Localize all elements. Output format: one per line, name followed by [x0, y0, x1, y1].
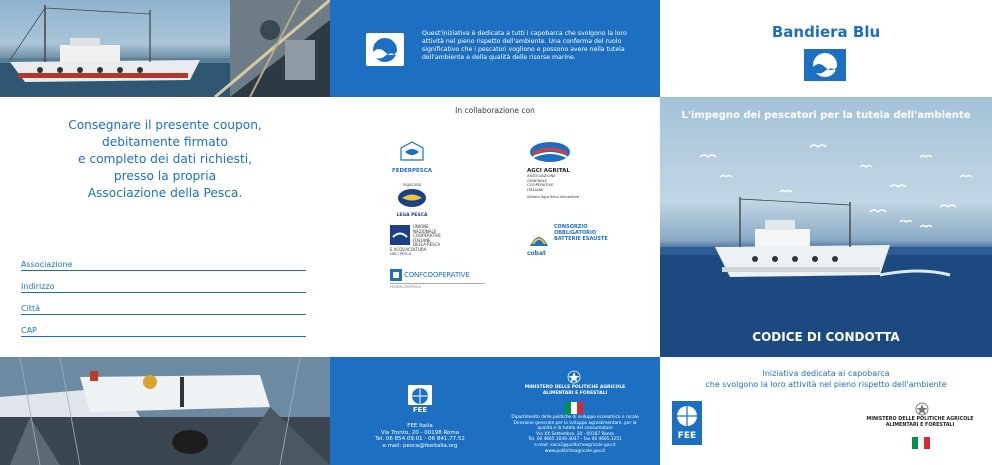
- ministry-emblem: [567, 369, 581, 383]
- coupon-line: debitamente firmato: [102, 135, 228, 149]
- ministry-details: [505, 415, 645, 454]
- brand-title: Bandiera Blu: [771, 23, 881, 41]
- unci-line: UNIONE: [413, 224, 429, 229]
- brand-panel: [660, 0, 992, 97]
- cobat-line: CONSORZIO: [554, 224, 588, 230]
- agci-emblem-icon: [527, 140, 573, 164]
- cover-panel: [660, 97, 992, 357]
- confcooperative-emblem-icon: [390, 269, 402, 281]
- ministry-detail-line: qualità e la tutela del consumatore: [537, 426, 613, 432]
- legapesca-logo: [390, 182, 434, 218]
- cover-sea-illustration: [660, 97, 992, 357]
- federpesca-emblem-icon: [397, 140, 427, 164]
- coupon-line: e completo dei dati richiesti,: [78, 152, 252, 166]
- confcooperative-sub: FEDERCOOPESCA: [390, 283, 485, 289]
- ministry-name-line: MINISTERO DELLE POLITICHE AGRICOLE: [524, 385, 626, 390]
- ministry-detail-line: Via XX Settembre, 20 - 00187 Roma: [536, 431, 614, 437]
- fishing-boat-illustration: [0, 0, 330, 97]
- federpesca-logo: [390, 140, 434, 174]
- legapesca-name: LEGA PESCA: [396, 213, 428, 218]
- field-line-cap[interactable]: [21, 336, 306, 337]
- agci-sub-line: GENERALE: [527, 177, 548, 183]
- italian-republic-emblem-icon: [915, 402, 929, 416]
- flag-stripe-red: [577, 402, 583, 414]
- cover-code-title: CODICE DI CONDOTTA: [752, 330, 900, 344]
- coupon-line: Consegnare il presente coupon,: [68, 118, 262, 132]
- agci-title: AGCI AGRITAL: [527, 168, 570, 174]
- field-line-citta[interactable]: [21, 314, 306, 315]
- coupon-line: Associazione della Pesca.: [87, 186, 243, 200]
- blue-flag-logo-large: [804, 49, 846, 81]
- federpesca-name: FEDERPESCA: [391, 168, 433, 174]
- italian-flag-right: [912, 434, 930, 453]
- unci-emblem-icon: [390, 225, 410, 245]
- intro-panel: [330, 0, 660, 97]
- field-label-indirizzo: Indirizzo: [21, 282, 55, 291]
- initiative-line: che svolgono la loro attività nel pieno rispetto dell'ambiente: [705, 380, 947, 389]
- ministry-detail-line: Direzione generale per lo sviluppo agroalimentare, per la: [513, 420, 637, 426]
- ministry-emblem-right: [915, 401, 929, 415]
- blue-flag-wave-icon: [804, 49, 846, 81]
- unci-line: ITALIANE: [413, 237, 431, 243]
- initiative-panel: [660, 357, 992, 465]
- agci-logo: [527, 140, 612, 199]
- ministry-name-line: MINISTERO DELLE POLITICHE AGRICOLE: [866, 417, 974, 422]
- initiative-text: [660, 368, 992, 390]
- fee-globe-icon: [672, 401, 702, 431]
- ministry-name-right: [850, 417, 990, 429]
- legapesca-emblem-icon: [396, 187, 428, 209]
- field-label-citta: Città: [21, 304, 40, 313]
- field-label-cap: CAP: [21, 326, 37, 335]
- fee-address-line: Via Tronto, 20 - 00198 Roma: [380, 429, 460, 436]
- flag-stripe-red: [924, 437, 930, 449]
- cobat-logo: [527, 224, 617, 257]
- fee-address-line: FEE Italia: [407, 423, 433, 429]
- unci-line: COOPERATIVE: [413, 233, 441, 238]
- coupon-instructions: [0, 117, 330, 202]
- harbor-illustration: [0, 357, 330, 465]
- ministry-detail-line: Tel. 06 4665.3046-3047 - fax 06 4665.3251: [528, 437, 622, 443]
- fee-address-line: e.mail: pesca@feeitalia.org: [382, 442, 458, 449]
- fee-address: [360, 423, 480, 449]
- italian-flag-icon: [912, 434, 930, 446]
- field-label-associazione: Associazione: [21, 260, 73, 269]
- fee-label-right: FEE: [677, 431, 697, 441]
- field-line-indirizzo[interactable]: [21, 292, 306, 293]
- initiative-line: Iniziativa dedicata ai capobarca: [762, 369, 890, 378]
- fishing-boat-photo-top: [0, 0, 330, 97]
- fee-label: FEE: [412, 406, 428, 414]
- confcooperative-logo: [390, 269, 485, 289]
- coupon-panel: [0, 97, 330, 357]
- agci-sector: Settore Agro Ittico Alimentare: [527, 195, 580, 199]
- cobat-battery-icon: [527, 224, 551, 250]
- agci-sub-line: ASSOCIAZIONE: [527, 173, 556, 178]
- cobat-name: cobat: [527, 250, 546, 257]
- ministry-detail-line: Dipartimento delle politiche di sviluppo economico e rurale: [511, 415, 639, 420]
- harbor-photo-bottom: [0, 357, 330, 465]
- unci-logo: [390, 225, 470, 256]
- blue-flag-logo: [366, 33, 404, 66]
- fee-logo-right: [672, 401, 702, 445]
- collab-heading: In collaborazione con: [455, 106, 535, 115]
- cobat-line: BATTERIE ESAUSTE: [554, 236, 608, 242]
- fee-logo: [408, 385, 432, 415]
- italian-republic-emblem-icon: [567, 370, 581, 384]
- contacts-panel: [330, 357, 660, 465]
- cobat-line: OBBLIGATORIO: [554, 230, 597, 236]
- unci-line: E ACQUACOLTURA: [390, 246, 427, 252]
- ministry-detail-line: e.mail: saco2@politicheagricole.gov.it: [534, 442, 616, 448]
- ministry-name-line: ALIMENTARI E FORESTALI: [542, 390, 608, 396]
- unci-line: DELLA PESCA: [413, 242, 441, 247]
- ministry-name-line: ALIMENTARI E FORESTALI: [885, 423, 955, 428]
- agci-sub-line: COOPERATIVE: [527, 182, 554, 187]
- unci-short: UNCI PESCA: [390, 252, 412, 256]
- agci-sub-line: ITALIANE: [527, 186, 544, 192]
- confcooperative-name: CONFCOOPERATIVE: [404, 271, 470, 279]
- collaboration-panel: [330, 97, 660, 357]
- unci-line: NAZIONALE: [413, 228, 437, 234]
- cover-headline: L'impegno dei pescatori per la tutela dell'ambiente: [681, 110, 971, 121]
- coupon-line: presso la propria: [113, 169, 217, 183]
- fee-address-line: Tel. 06 854.09.01 - 06 841.77.52: [375, 436, 465, 442]
- italian-flag-icon: [565, 399, 583, 411]
- ministry-detail-line: www.politicheagricole.gov.it: [544, 448, 606, 454]
- ministry-name: [505, 385, 645, 396]
- blue-flag-wave-icon: [366, 33, 404, 66]
- field-line-associazione[interactable]: [21, 270, 306, 271]
- legacoop-label: legacoop: [402, 182, 422, 187]
- intro-description: Quest'iniziativa è dedicata a tutti i capobarca che svolgono la loro attività nel pieno rispetto dell'ambiente. Una conferma del ruolo significativo che i pescatori vogliono e possono avere nella tutela dell'ambiente e della qualità delle risorse marine.: [422, 30, 627, 61]
